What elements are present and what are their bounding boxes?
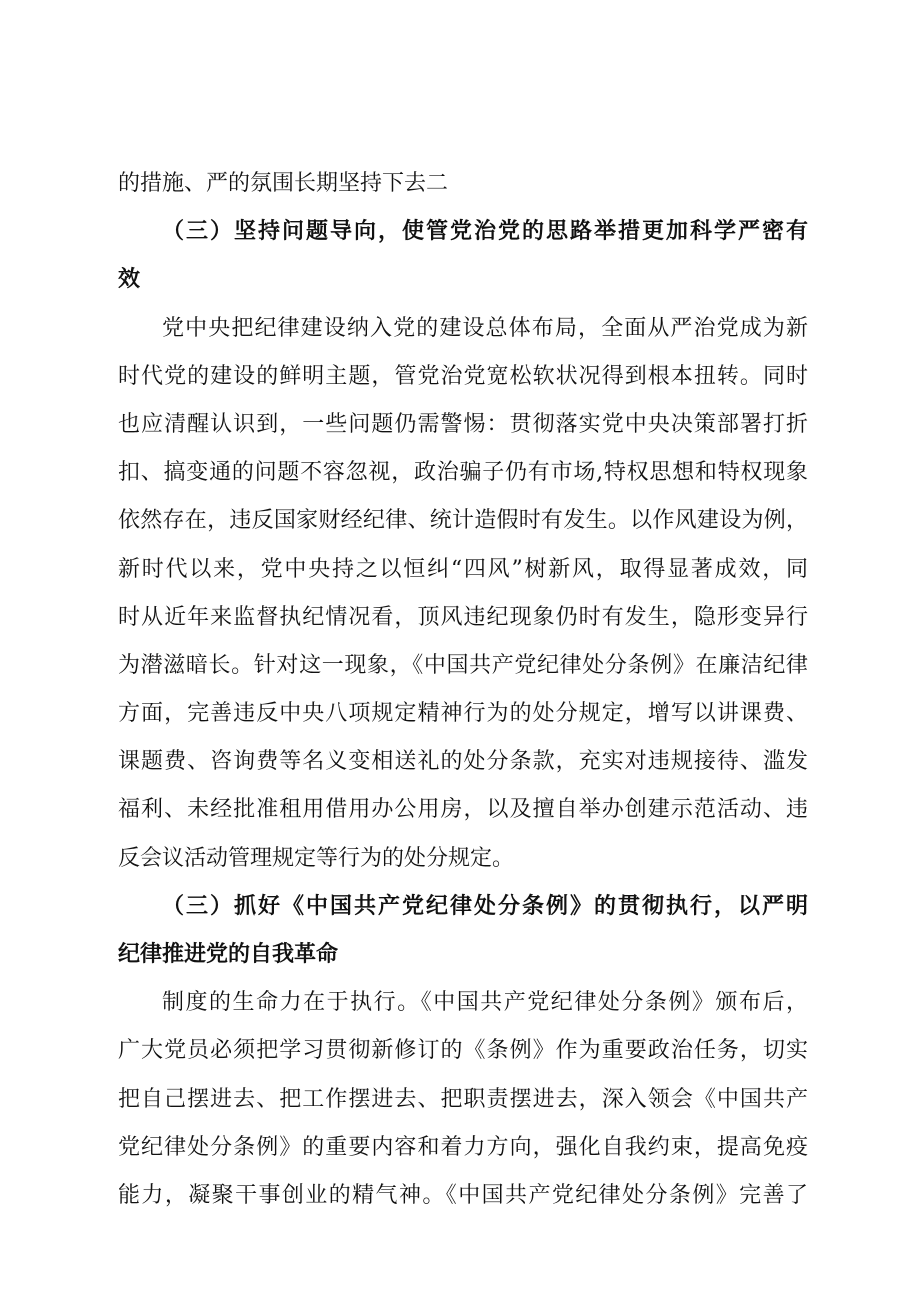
paragraph-line: 依然存在，违反国家财经纪律、统计造假时有发生。以作风建设为例， [118,508,808,534]
paragraph-line: 福利、未经批准租用借用办公用房，以及擅自举办创建示范活动、违 [118,797,808,823]
paragraph-line: 时代党的建设的鲜明主题，管党治党宽松软状况得到根本扭转。同时 [118,363,808,389]
paragraph-line: 广大党员必须把学习贯彻新修订的《条例》作为重要政治任务，切实 [118,1038,808,1064]
paragraph-line: 党中央把纪律建设纳入党的建设总体布局，全面从严治党成为新 [162,315,808,341]
paragraph-line: 制度的生命力在于执行。《中国共产党纪律处分条例》颁布后， [162,990,808,1016]
section-heading: （三）抓好《中国共产党纪律处分条例》的贯彻执行，以严明 [162,893,808,919]
paragraph-line: 能力，凝聚干事创业的精气神。《中国共产党纪律处分条例》完善了 [118,1182,808,1208]
paragraph-line: 方面，完善违反中央八项规定精神行为的处分规定，增写以讲课费、 [118,701,808,727]
paragraph-line: 反会议活动管理规定等行为的处分规定。 [118,845,515,871]
paragraph-line: 也应清醒认识到，一些问题仍需警惕：贯彻落实党中央决策部署打折 [118,411,808,437]
paragraph-line: 课题费、咨询费等名义变相送礼的处分条款，充实对违规接待、滥发 [118,749,808,775]
section-heading: （三）坚持问题导向，使管党治党的思路举措更加科学严密有 [162,219,808,245]
section-heading-continuation: 效 [118,267,141,293]
paragraph-line: 把自己摆进去、把工作摆进去、把职责摆进去，深入领会《中国共产 [118,1086,808,1112]
paragraph-line: 新时代以来，党中央持之以恒纠“四风”树新风，取得显著成效，同 [118,556,808,582]
paragraph-line: 扣、搞变通的问题不容忽视，政治骗子仍有市场,特权思想和特权现象 [118,460,808,486]
paragraph-line: 党纪律处分条例》的重要内容和着力方向，强化自我约束，提高免疫 [118,1134,808,1160]
section-heading-continuation: 纪律推进党的自我革命 [118,942,339,967]
paragraph-line: 时从近年来监督执纪情况看，顶风违纪现象仍时有发生，隐形变异行 [118,604,808,630]
text-line: 的措施、严的氛围长期坚持下去二 [118,171,449,196]
paragraph-line: 为潜滋暗长。针对这一现象，《中国共产党纪律处分条例》在廉洁纪律 [118,652,808,678]
document-page [118,160,808,1220]
